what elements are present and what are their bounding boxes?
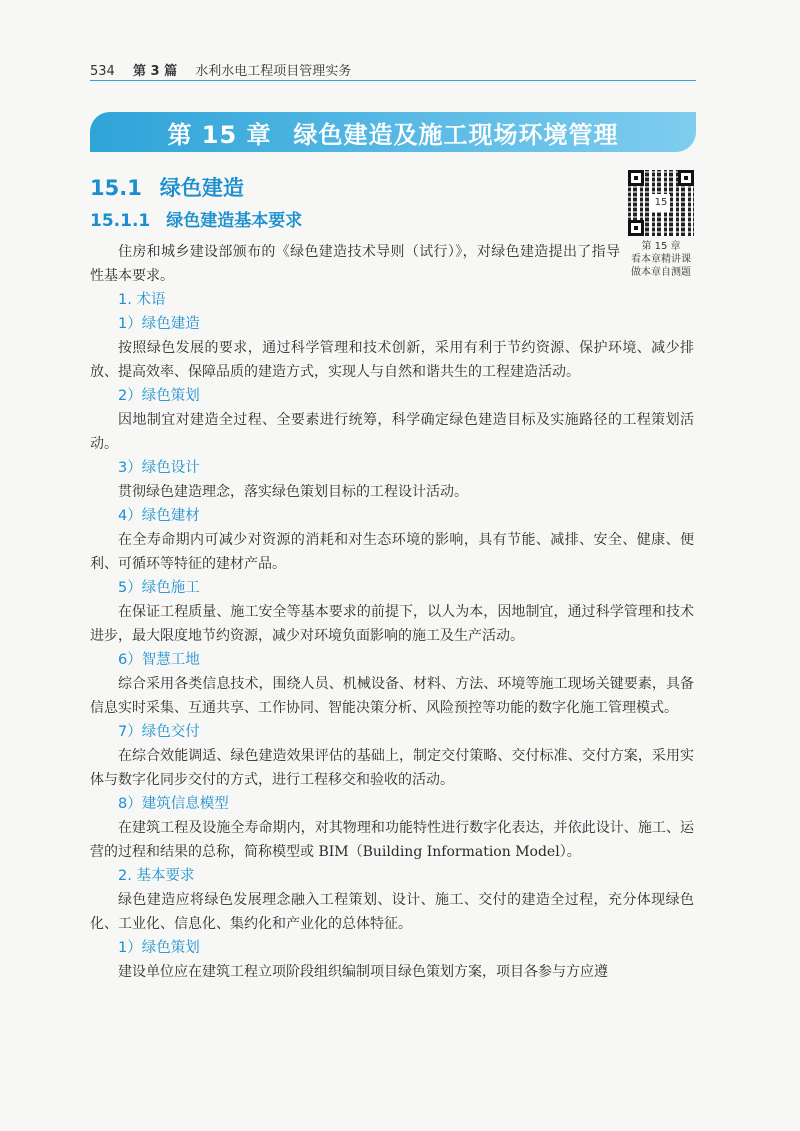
qr-caption-line: 看本章精讲课 [631, 254, 691, 265]
body-content [90, 240, 694, 984]
subsection-number: 15.1.1 [90, 211, 151, 231]
qr-finder-pattern [678, 170, 694, 186]
body-paragraph: 综合采用各类信息技术，围绕人员、机械设备、材料、方法、环境等施工现场关键要素，具备信息实时采集、互通共享、工作协同、智能决策分析、风险预控等功能的数字化施工管理模式。 [90, 676, 694, 716]
chapter-title [167, 115, 618, 150]
page-number: 534 [90, 64, 115, 79]
subsection-title: 绿色建造基本要求 [166, 211, 303, 231]
body-paragraph: 在综合效能调适、绿色建造效果评估的基础上，制定交付策略、交付标准、交付方案，采用实体与数字化同步交付的方式，进行工程移交和验收的活动。 [90, 748, 694, 788]
body-paragraph: 在保证工程质量、施工安全等基本要求的前提下，以人为本，因地制宜，通过科学管理和技术进步，最大限度地节约资源，减少对环境负面影响的施工及生产活动。 [90, 604, 694, 644]
section-heading [90, 172, 244, 202]
qr-code-icon[interactable] [628, 170, 694, 236]
subheading: 7）绿色交付 [118, 724, 200, 740]
subheading: 1. 术语 [118, 292, 166, 308]
subheading: 5）绿色施工 [118, 580, 200, 596]
subheading: 3）绿色设计 [118, 460, 200, 476]
subheading: 8）建筑信息模型 [118, 796, 229, 812]
subsection-heading [90, 206, 302, 231]
body-paragraph: 住房和城乡建设部颁布的《绿色建造技术导则（试行）》，对绿色建造提出了指导性基本要求。 [90, 244, 620, 284]
section-title: 绿色建造 [159, 176, 244, 200]
chapter-number: 第 15 章 [167, 120, 272, 149]
section-number: 15.1 [90, 176, 142, 200]
qr-finder-pattern [628, 170, 644, 186]
chapter-banner [90, 112, 696, 152]
running-header [90, 60, 696, 81]
body-paragraph: 按照绿色发展的要求，通过科学管理和技术创新，采用有利于节约资源、保护环境、减少排放、提高效率、保障品质的建造方式，实现人与自然和谐共生的工程建造活动。 [90, 340, 694, 380]
body-paragraph: 在建筑工程及设施全寿命期内，对其物理和功能特性进行数字化表达，并依此设计、施工、运营的过程和结果的总称，简称模型或 BIM（Building Information Model）。 [90, 820, 694, 860]
subheading: 4）绿色建材 [118, 508, 200, 524]
body-paragraph: 建设单位应在建筑工程立项阶段组织编制项目绿色策划方案，项目各参与方应遵 [118, 964, 608, 980]
subheading: 1）绿色建造 [118, 316, 200, 332]
subheading: 2）绿色策划 [118, 388, 200, 404]
qr-caption-line: 做本章自测题 [631, 267, 691, 278]
body-paragraph: 绿色建造应将绿色发展理念融入工程策划、设计、施工、交付的建造全过程，充分体现绿色化、工业化、信息化、集约化和产业化的总体特征。 [90, 892, 694, 932]
subheading: 2. 基本要求 [118, 868, 195, 884]
book-title: 水利水电工程项目管理实务 [195, 64, 352, 79]
subheading: 6）智慧工地 [118, 652, 200, 668]
chapter-title-text: 绿色建造及施工现场环境管理 [293, 120, 619, 149]
body-paragraph: 贯彻绿色建造理念，落实绿色策划目标的工程设计活动。 [118, 484, 468, 500]
part-label: 第 3 篇 [132, 64, 178, 79]
qr-badge: 15 [652, 194, 670, 212]
qr-caption-line: 第 15 章 [641, 241, 681, 252]
subheading: 1）绿色策划 [118, 940, 200, 956]
body-paragraph: 因地制宜对建造全过程、全要素进行统筹，科学确定绿色建造目标及实施路径的工程策划活动。 [90, 412, 694, 452]
body-paragraph: 在全寿命期内可减少对资源的消耗和对生态环境的影响，具有节能、减排、安全、健康、便利、可循环等特征的建材产品。 [90, 532, 694, 572]
qr-finder-pattern [628, 220, 644, 236]
